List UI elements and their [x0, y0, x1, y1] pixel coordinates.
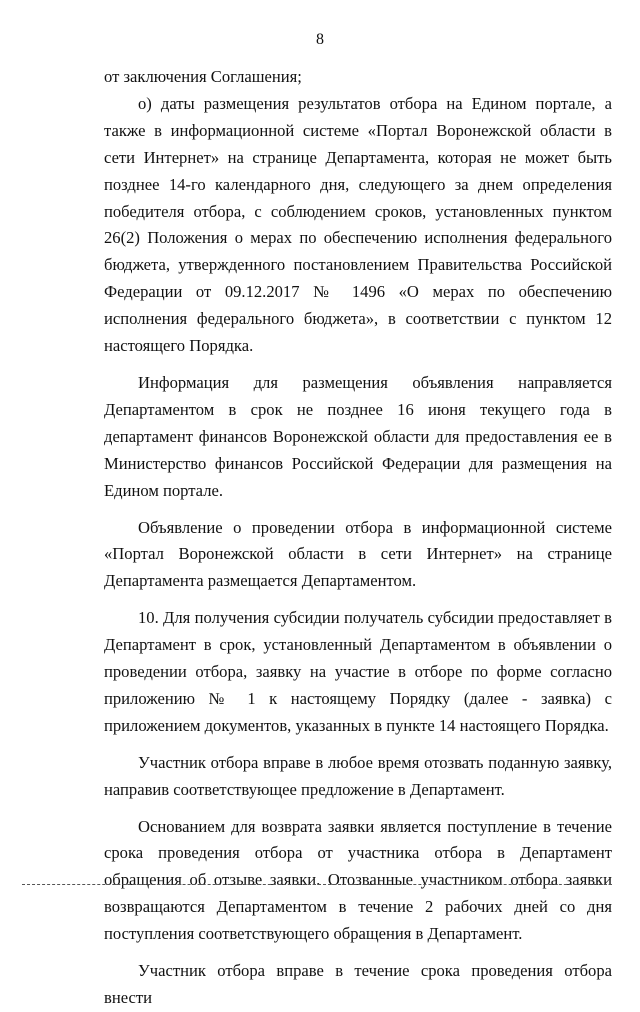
paragraph-withdraw-basis: Основанием для возврата заявки является поступление в течение срока проведения отбора от участника отбора в Департамент обращения об отзыве заявки. Отозванные участником отбора заявки возвращаются Департаментом в течение 2 рабочих дней со дня поступления соответствующего обращения в Департамент.	[104, 816, 612, 944]
paragraph-clause-10: 10. Для получения субсидии получатель субсидии предоставляет в Департамент в срок, установленный Департаментом в объявлении о проведении отбора, заявку на участие в отборе по форме согласно приложению № 1 к настоящему Порядку (далее - заявка) с приложением документов, указанных в пункте 14 настоящего Порядка.	[104, 608, 612, 735]
paragraph-announcement-portal: Объявление о проведении отбора в информационной системе «Портал Воронежской области в сети Интернет» на странице Департамента размещается Департаментом.	[104, 517, 612, 591]
paragraph-continuation: от заключения Соглашения;	[104, 67, 302, 86]
footer-rule	[22, 884, 612, 885]
page-number: 8	[316, 31, 324, 48]
paragraph-withdraw-right: Участник отбора вправе в любое время отозвать поданную заявку, направив соответствующее предложение в Департамент.	[104, 752, 612, 799]
paragraph-announcement-info: Информация для размещения объявления направляется Департаментом в срок не позднее 16 июня текущего года в департамент финансов Воронежской области для предоставления ее в Министерство финансов Российской Федерации для размещения на Едином портале.	[104, 372, 612, 500]
document-body	[104, 64, 612, 1012]
paragraph-item-o: о) даты размещения результатов отбора на Едином портале, а также в информационной системе «Портал Воронежской области в сети Интернет» на странице Департамента, которая не может быть позднее 14-го календарного дня, следующего за днем определения победителя отбора, с соблюдением сроков, установленных пунктом 26(2) Положения о мерах по обеспечению исполнения федерального бюджета, утвержденного постановлением Правительства Российской Федерации от 09.12.2017 № 1496 «О мерах по обеспечению исполнения федерального бюджета», в соответствии с пунктом 12 настоящего Порядка.	[104, 93, 612, 356]
paragraph-amend-right: Участник отбора вправе в течение срока проведения отбора внести	[104, 961, 612, 1007]
